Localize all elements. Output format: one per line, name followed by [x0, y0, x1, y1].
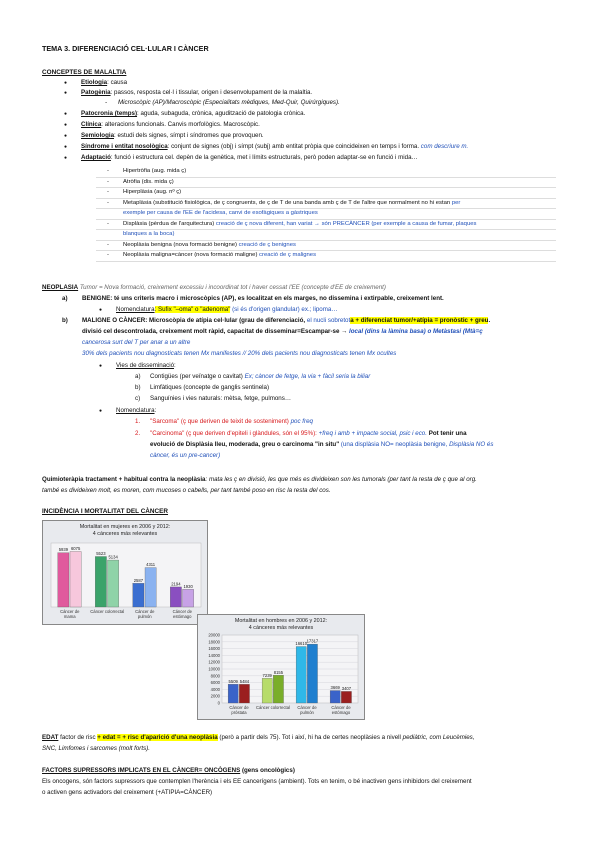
table-dash — [96, 230, 120, 241]
data-label: 2194 — [171, 581, 181, 587]
table-cell-note: creació de ç benignes — [238, 241, 296, 248]
list-subitem-patogenia: - Microscòpic (AP)/Macroscòpic (Especialitats mèdiques, Med-Quir, Quirúrgiques). — [118, 99, 340, 107]
table-cell — [120, 230, 556, 241]
list-item-patogenia: ● Patogènia: passos, resposta cel·l i tissular, origen i desenvolupament de la malaltia. — [81, 89, 312, 97]
table-row — [96, 230, 556, 241]
category-label: Cáncer de — [135, 609, 155, 614]
table-cell — [120, 219, 556, 230]
edat-line-1: EDAT factor de risc + edat = + risc d'aparició d'una neoplàsia (però a partir dels 75). Tot i així, hi ha de certes neoplàsies a nivell pediàtric, com Leucèmies, — [42, 734, 475, 741]
vies-b: b) — [135, 384, 141, 391]
category-label: Cáncer colorrectal — [256, 705, 290, 710]
table-cell-note: creació de ç malignes — [259, 252, 317, 259]
bar — [341, 691, 351, 703]
table-cell-text: Hiperplàsia (aug. nº ç) — [123, 189, 182, 196]
bar — [170, 587, 181, 607]
chart-mujeres-plot — [43, 521, 207, 624]
category-label: Cáncer de — [229, 705, 249, 710]
table-row — [96, 251, 556, 262]
nom-carcinoma-2: evolució de Displàsia lleu, moderada, greu o carcinoma "in situ" (una displàsia NO= neoplàsia benigne, Displàsia NO és — [150, 441, 494, 448]
bar — [145, 568, 156, 607]
nom-carcinoma: "Carcinoma" (ç que deriven d'epiteli i glàndules, són el 95%): +freq i amb + impacte social, psic i eco. Pot tenir una — [150, 430, 467, 437]
bar — [70, 551, 81, 607]
list-item-semiologia: ● Semiologia: estudi dels signes, símpt i síndromes que provoquen. — [81, 132, 264, 140]
data-label: 8155 — [273, 669, 284, 675]
category-label: Cáncer colorrectal — [90, 609, 125, 614]
category-label: Cáncer de — [172, 609, 192, 614]
nom-1: 1. — [135, 418, 141, 425]
benigne-label: a) — [62, 295, 68, 302]
table-row — [96, 209, 556, 220]
list-item-etiologia: ● Etiologia: causa — [81, 79, 127, 87]
category-label: pulmón — [137, 614, 152, 619]
tick-label: 20000 — [208, 632, 220, 638]
table-cell-text: Neoplàsia benigna (nova formació benigne) — [123, 241, 237, 248]
maligne-text-2: divisió cel descontrolada, creixement molt ràpid, capacitat de disseminar=Escampar-se → local (dins la làmina basa) o Metàstasi (Mtà=ç — [82, 328, 483, 335]
tick-label: 10000 — [208, 666, 220, 672]
table-row — [96, 240, 556, 251]
list-item-patocronia: ● Patocronia (temps): aguda, subaguda, crònica, agudització de patologia crònica. — [81, 110, 305, 118]
category-label: estómago — [173, 614, 192, 619]
table-dash: - — [96, 251, 120, 262]
bar — [330, 691, 340, 703]
chart-mujeres-title: Mortalitat en mujeres en 2006 y 2012: 4 cánceres más relevantes — [79, 524, 171, 537]
nom-sarcoma: "Sarcoma" (ç que deriven de teixit de sosteniment) poc freq — [150, 418, 313, 425]
tick-label: 2000 — [210, 693, 220, 699]
table-row — [96, 188, 556, 199]
benigne-nomenclatura: ● Nomenclatura: Sufix "–oma" o "adenoma" (si és d'origen glandular) ex.; lipoma… — [116, 306, 338, 314]
bar — [262, 678, 272, 703]
data-label: 5134 — [108, 554, 118, 560]
table-cell — [120, 251, 556, 262]
factors-line-2: o activen gens activadors del creixement (+ATIPIA=CÀNCER) — [42, 789, 213, 796]
maligne-label: b) — [62, 317, 68, 324]
data-label: 3669 — [330, 685, 340, 691]
quimioterapia-1: Quimioteràpia tractament + habitual contra la neoplàsia: mata les ç en divisió, les que més es divideixen son les tumorals (per tant la resta de ç que al org. — [42, 476, 477, 483]
table-cell-note: blanques a la boca) — [123, 231, 175, 238]
tick-label: 14000 — [208, 652, 220, 658]
tick-label: 12000 — [208, 659, 220, 665]
table-row — [96, 167, 556, 177]
table-cell-note: exemple per causa de l'EE de l'acidesa, canvi de esofàgiques a gàstriques — [123, 210, 318, 217]
table-cell — [120, 167, 556, 177]
category-label: Cáncer de — [331, 705, 351, 710]
category-label: estómago — [331, 710, 351, 715]
category-label: Cáncer de — [297, 705, 317, 710]
vies-c-text: Sanguínies i vies naturals: mètsa, fetge, pulmons… — [150, 395, 292, 402]
data-label: 5484 — [239, 678, 250, 684]
bar — [133, 583, 144, 607]
factors-line-1: Els oncogens, són factors supressors que contemplen l'herència i els EE cancerígens (ambient). Tots en tenim, o bé inactiven gens inhibidors del creixement — [42, 778, 472, 785]
table-cell-text: Neoplàsia maligna=càncer (nova formació maligne) — [123, 252, 258, 259]
neoplasia-definition: NEOPLASIA Tumor = Nova formació, creixement excessiu i incoordinat tot i haver cessat l'EE (concepte d'EE de creixement) — [42, 284, 386, 291]
nomenclatura-maligne: ● Nomenclatura: — [116, 407, 156, 415]
bar — [108, 560, 119, 607]
tick-label: 0 — [217, 700, 220, 706]
table-row — [96, 219, 556, 230]
table-row — [96, 177, 556, 188]
chart-mujeres — [42, 520, 208, 625]
vies-a-text: Contigües (per veïnatge o cavitat) Ex; càncer de fetge, la via + fàcil seria la biliar — [150, 373, 371, 380]
tick-label: 6000 — [210, 680, 220, 686]
list-item-adaptacio: ● Adaptació: funció i estructura cel. depèn de la genètica, met i límits estructurals, però poden adaptar-se en funció i mida… — [81, 154, 418, 162]
nom-2: 2. — [135, 430, 141, 437]
bar — [307, 644, 317, 703]
table-dash: - — [96, 188, 120, 199]
data-label: 16610 — [295, 641, 308, 647]
table-cell-note: per — [451, 199, 461, 206]
bar — [95, 557, 106, 607]
data-label: 5509 — [228, 678, 238, 684]
data-label: 6075 — [70, 545, 81, 551]
table-dash: - — [96, 240, 120, 251]
tick-label: 4000 — [210, 686, 220, 692]
chart-hombres-plot — [198, 615, 364, 719]
table-cell-text: Metaplàsia (substitució fisiològica, de ç congruents, de ç de T de una banda amb ç de T de l'altre que normalment no hi estan — [123, 199, 451, 206]
vies-c: c) — [135, 395, 141, 402]
category-label: próstata — [231, 710, 247, 715]
tick-label: 16000 — [208, 646, 220, 652]
bar — [183, 589, 194, 607]
bar — [58, 553, 69, 607]
vies-a: a) — [135, 373, 141, 380]
edat-line-2: SNC, Limfomes i sarcomes (molt forts). — [42, 745, 150, 752]
table-cell-text: Displàsia (pèrdua de l'arquitectura) — [123, 220, 215, 227]
bar — [239, 684, 249, 703]
maligne-text-3: cancerosa surt del T per anar a un altre — [82, 339, 191, 346]
section-heading-incidencia: INCIDÈNCIA I MORTALITAT DEL CÀNCER — [42, 508, 169, 515]
category-label: mama — [63, 614, 76, 619]
chart-hombres-title: Mortalitat en hombres en 2006 y 2012: 4 cánceres más relevantes — [234, 618, 328, 631]
data-label: 4311 — [146, 562, 156, 568]
bar — [296, 647, 306, 703]
maligne-text-4: 30% dels pacients nou diagnosticats tenen Mx manifestes // 20% dels pacients nou diagnosticats tenen Mx ocultes — [82, 350, 397, 357]
category-label: pulmón — [300, 710, 314, 715]
table-cell — [120, 177, 556, 188]
bar — [273, 675, 283, 703]
data-label: 2587 — [133, 577, 144, 583]
section-heading-factors: FACTORS SUPRESSORS IMPLICATS EN EL CÀNCER= ONCÒGENS (gens oncològics) — [42, 767, 295, 774]
tick-label: 8000 — [210, 673, 220, 679]
table-cell — [120, 209, 556, 220]
table-cell — [120, 198, 556, 209]
data-label: 5523 — [96, 551, 106, 557]
data-label: 5939 — [58, 547, 69, 553]
benigne-text: BENIGNE: té uns criteris macro i microscòpics (AP), es localitzat en els marges, no dissemina i extirpable, creixement lent. — [82, 295, 444, 302]
table-row — [96, 198, 556, 209]
category-label: Cáncer de — [60, 609, 80, 614]
tick-label: 18000 — [208, 639, 220, 645]
vies-b-text: Limfàtiques (concepte de ganglis sentinela) — [150, 384, 270, 391]
table-cell-text: Atròfia (dis. mida ç) — [123, 178, 174, 185]
chart-hombres — [197, 614, 365, 720]
table-cell-text: Hipertròfia (aug. mida ç) — [123, 168, 187, 174]
table-dash: - — [96, 167, 120, 177]
data-label: 7239 — [262, 672, 272, 678]
table-cell-note: creació de ç nova diferent, han variat → són PRECÀNCER (per exemple a causa de fumar, plaques — [215, 220, 477, 227]
quimioterapia-2: també es divideixen molt, es moren, com mucoses o cabells, per tant també poso en risc la resta del cos. — [42, 487, 331, 494]
table-cell — [120, 240, 556, 251]
list-item-clinica: ● Clínica: alteracions funcionals. Canvis morfològics. Macroscòpic. — [81, 121, 260, 129]
bar — [228, 684, 238, 703]
vies-disseminacio: ● Vies de disseminació: — [116, 362, 176, 370]
list-item-sindrome: ● Síndrome i entitat nosològica: conjunt de signes (obj) i símpt (subj) amb entitat pròpia que coincideixen en temps i forma. com descriure m. — [81, 143, 468, 151]
data-label: 17317 — [306, 638, 319, 644]
nom-carcinoma-3: càncer, és un pre-cancer) — [150, 452, 221, 459]
table-cell — [120, 188, 556, 199]
table-dash: - — [96, 198, 120, 209]
table-dash: - — [96, 177, 120, 188]
maligne-text-1: MALIGNE O CÀNCER: Microscòpia de atípia cel·lular (grau de diferenciació, el nucli sobretota + diferenciat tumor/+atípia = pronòstic + greu. — [82, 317, 491, 324]
page-title: TEMA 3. DIFERENCIACIÓ CEL·LULAR I CÀNCER — [42, 44, 209, 53]
section-heading-conceptes: CONCEPTES DE MALALTIA — [42, 69, 127, 76]
adaptacio-table — [96, 167, 556, 262]
data-label: 3407 — [341, 685, 352, 691]
table-dash — [96, 209, 120, 220]
data-label: 1930 — [183, 583, 193, 589]
table-dash: - — [96, 219, 120, 230]
